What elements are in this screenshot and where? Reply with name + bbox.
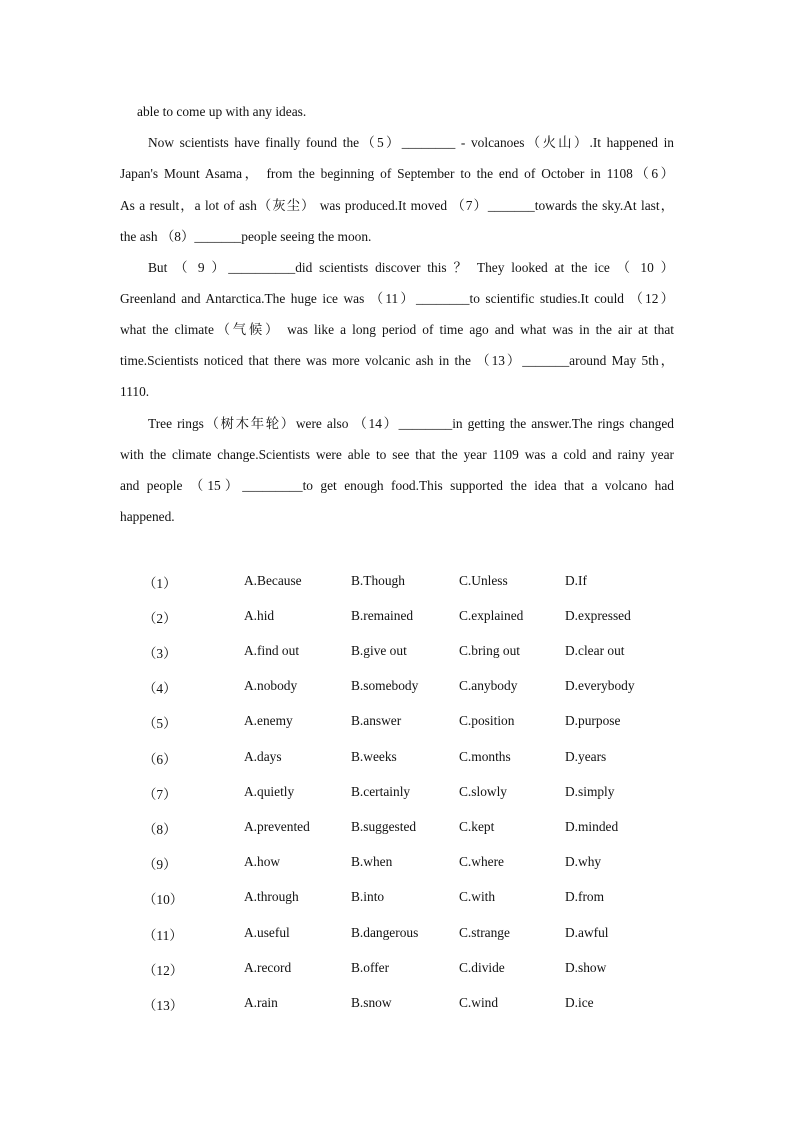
option-b: B.remained — [351, 608, 414, 623]
option-c: C.where — [459, 854, 504, 869]
option-row — [0, 749, 794, 769]
option-d: D.If — [565, 573, 587, 588]
option-c: C.Unless — [459, 573, 508, 588]
passage-line: 1110. — [120, 384, 150, 399]
passage-line: what the climate（气候） was like a long period of time ago and what was in the air at that — [120, 322, 674, 337]
question-number: （12） — [143, 963, 184, 978]
passage-line: But （ 9 ）__________did scientists discover this ？ They looked at the ice （ 10 ） — [148, 260, 674, 275]
option-a: A.record — [244, 960, 292, 975]
option-a: A.find out — [244, 643, 300, 658]
option-d: D.ice — [565, 995, 594, 1010]
option-d: D.minded — [565, 819, 619, 834]
passage-line: Tree rings（树木年轮）were also （14）________in getting the answer.The rings changed — [148, 416, 674, 431]
option-row — [0, 573, 794, 593]
question-number: （13） — [143, 998, 184, 1013]
option-b: B.suggested — [351, 819, 417, 834]
option-d: D.awful — [565, 925, 609, 940]
option-d: D.why — [565, 854, 602, 869]
option-row — [0, 608, 794, 628]
option-row — [0, 995, 794, 1015]
option-d: D.years — [565, 749, 607, 764]
option-b: B.certainly — [351, 784, 411, 799]
passage-line: able to come up with any ideas. — [137, 104, 307, 119]
option-b: B.dangerous — [351, 925, 419, 940]
question-number: （3） — [143, 646, 177, 661]
option-a: A.how — [244, 854, 281, 869]
option-row — [0, 784, 794, 804]
passage-line: Japan's Mount Asama， from the beginning of September to the end of October in 1108（6） — [120, 166, 674, 181]
option-a: A.useful — [244, 925, 290, 940]
option-a: A.days — [244, 749, 282, 764]
option-c: C.with — [459, 889, 496, 904]
question-number: （6） — [143, 752, 177, 767]
option-c: C.kept — [459, 819, 495, 834]
option-a: A.enemy — [244, 713, 293, 728]
option-a: A.Because — [244, 573, 302, 588]
option-b: B.into — [351, 889, 385, 904]
passage-line: and people （15）_________to get enough food.This supported the idea that a volcano had — [120, 478, 674, 493]
option-b: B.when — [351, 854, 393, 869]
option-row — [0, 925, 794, 945]
option-a: A.rain — [244, 995, 278, 1010]
passage-line: Greenland and Antarctica.The huge ice was （11）________to scientific studies.It could （12） — [120, 291, 674, 306]
option-d: D.purpose — [565, 713, 621, 728]
option-row — [0, 678, 794, 698]
option-b: B.weeks — [351, 749, 397, 764]
question-number: （2） — [143, 611, 177, 626]
option-b: B.give out — [351, 643, 407, 658]
option-d: D.from — [565, 889, 605, 904]
option-d: D.expressed — [565, 608, 631, 623]
option-c: C.strange — [459, 925, 510, 940]
option-b: B.offer — [351, 960, 390, 975]
option-row — [0, 643, 794, 663]
option-d: D.simply — [565, 784, 615, 799]
question-number: （11） — [143, 928, 183, 943]
option-c: C.position — [459, 713, 515, 728]
option-c: C.wind — [459, 995, 499, 1010]
option-c: C.divide — [459, 960, 505, 975]
passage-line: the ash （8）_______people seeing the moon. — [120, 229, 372, 244]
passage-line: happened. — [120, 509, 175, 524]
option-row — [0, 854, 794, 874]
option-d: D.show — [565, 960, 607, 975]
option-a: A.hid — [244, 608, 275, 623]
option-c: C.bring out — [459, 643, 521, 658]
option-a: A.through — [244, 889, 299, 904]
option-row — [0, 819, 794, 839]
option-c: C.explained — [459, 608, 524, 623]
option-row — [0, 889, 794, 909]
option-b: B.somebody — [351, 678, 419, 693]
question-number: （4） — [143, 681, 177, 696]
passage-line: with the climate change.Scientists were able to see that the year 1109 was a cold and rainy year — [120, 447, 674, 462]
passage-line: As a result，a lot of ash（灰尘） was produced.It moved （7）_______towards the sky.At last， — [120, 198, 674, 213]
option-a: A.quietly — [244, 784, 295, 799]
question-number: （9） — [143, 857, 177, 872]
option-b: B.snow — [351, 995, 392, 1010]
option-b: B.answer — [351, 713, 402, 728]
question-number: （5） — [143, 716, 177, 731]
option-c: C.anybody — [459, 678, 518, 693]
question-number: （8） — [143, 822, 177, 837]
option-d: D.everybody — [565, 678, 635, 693]
option-row — [0, 960, 794, 980]
option-c: C.slowly — [459, 784, 507, 799]
passage-line: time.Scientists noticed that there was more volcanic ash in the （13）_______around May 5th， — [120, 353, 674, 368]
option-row — [0, 713, 794, 733]
question-number: （10） — [143, 892, 184, 907]
question-number: （1） — [143, 576, 177, 591]
option-b: B.Though — [351, 573, 405, 588]
question-number: （7） — [143, 787, 177, 802]
option-a: A.prevented — [244, 819, 310, 834]
option-d: D.clear out — [565, 643, 625, 658]
option-a: A.nobody — [244, 678, 298, 693]
option-c: C.months — [459, 749, 511, 764]
passage-line: Now scientists have finally found the（5）________ - volcanoes（火山）.It happened in — [148, 135, 674, 150]
